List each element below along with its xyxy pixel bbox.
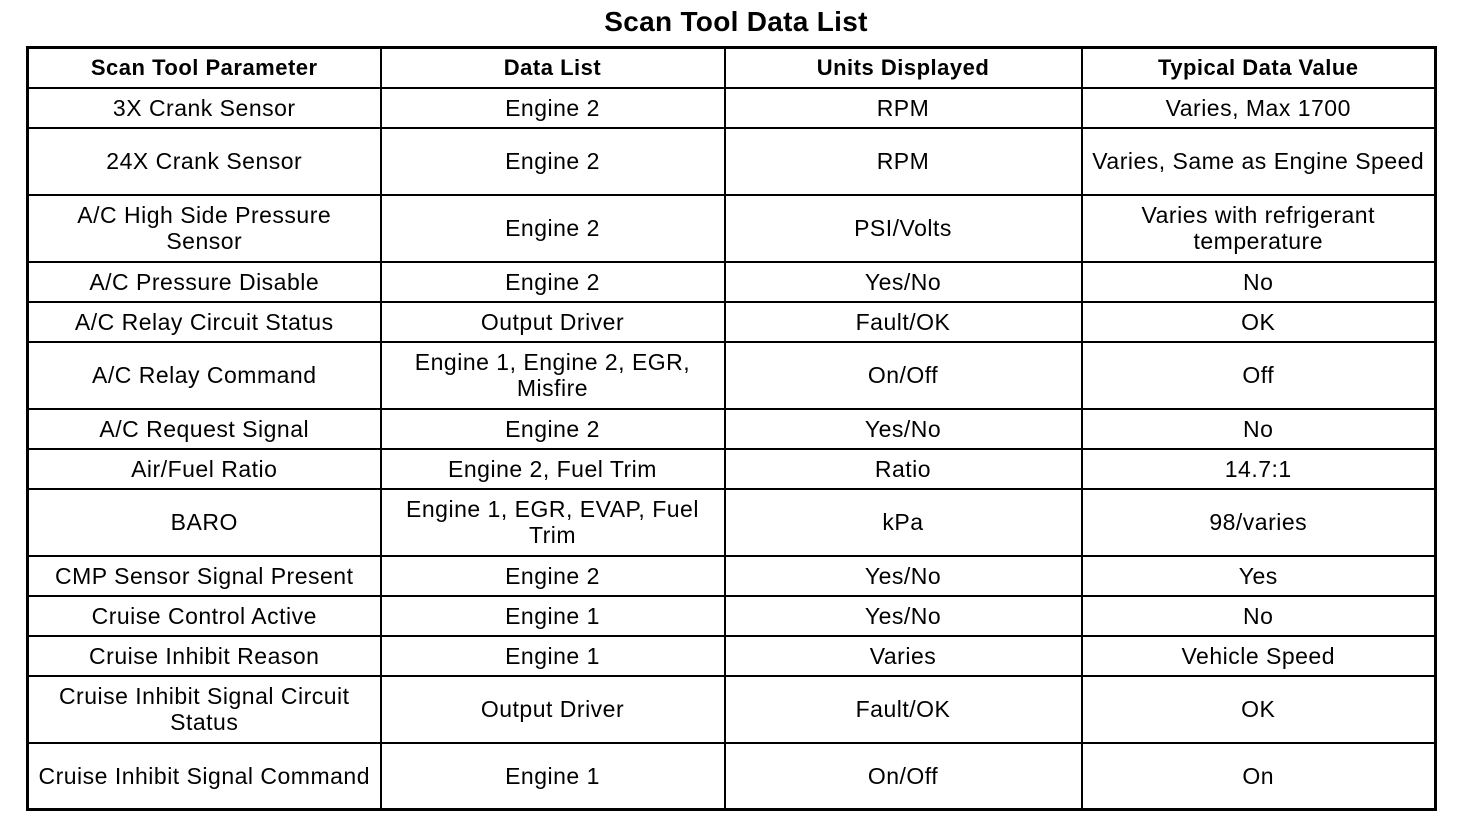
table-row	[28, 302, 1436, 342]
cell-typical-value: No	[1082, 262, 1436, 302]
cell-parameter: A/C Request Signal	[28, 409, 381, 449]
table-row	[28, 409, 1436, 449]
cell-units: On/Off	[725, 743, 1082, 810]
cell-units: Yes/No	[725, 556, 1082, 596]
cell-parameter: A/C Relay Circuit Status	[28, 302, 381, 342]
column-header-data-list: Data List	[381, 48, 725, 88]
cell-units: RPM	[725, 128, 1082, 195]
cell-parameter: A/C Pressure Disable	[28, 262, 381, 302]
cell-units: Yes/No	[725, 262, 1082, 302]
cell-typical-value: OK	[1082, 676, 1436, 743]
cell-units: RPM	[725, 88, 1082, 128]
table-row	[28, 342, 1436, 409]
table-row	[28, 489, 1436, 556]
cell-data-list: Engine 2	[381, 556, 725, 596]
cell-parameter: 24X Crank Sensor	[28, 128, 381, 195]
table-row	[28, 128, 1436, 195]
cell-typical-value: Varies with refrigerant temperature	[1082, 195, 1436, 262]
table-row	[28, 195, 1436, 262]
cell-units: kPa	[725, 489, 1082, 556]
cell-data-list: Engine 2	[381, 128, 725, 195]
cell-parameter: A/C High Side Pressure Sensor	[28, 195, 381, 262]
cell-units: On/Off	[725, 342, 1082, 409]
cell-units: PSI/Volts	[725, 195, 1082, 262]
cell-typical-value: 98/varies	[1082, 489, 1436, 556]
cell-units: Fault/OK	[725, 676, 1082, 743]
cell-units: Yes/No	[725, 409, 1082, 449]
cell-data-list: Engine 1	[381, 636, 725, 676]
table-row	[28, 262, 1436, 302]
cell-typical-value: 14.7:1	[1082, 449, 1436, 489]
table-row	[28, 596, 1436, 636]
cell-typical-value: Yes	[1082, 556, 1436, 596]
cell-data-list: Output Driver	[381, 676, 725, 743]
column-header-typical-value: Typical Data Value	[1082, 48, 1436, 88]
cell-data-list: Engine 2	[381, 409, 725, 449]
cell-typical-value: Varies, Same as Engine Speed	[1082, 128, 1436, 195]
table-row	[28, 743, 1436, 810]
cell-data-list: Engine 1, Engine 2, EGR, Misfire	[381, 342, 725, 409]
cell-typical-value: OK	[1082, 302, 1436, 342]
cell-parameter: Cruise Control Active	[28, 596, 381, 636]
cell-parameter: A/C Relay Command	[28, 342, 381, 409]
table-row	[28, 676, 1436, 743]
cell-parameter: Cruise Inhibit Reason	[28, 636, 381, 676]
cell-data-list: Output Driver	[381, 302, 725, 342]
cell-parameter: 3X Crank Sensor	[28, 88, 381, 128]
cell-units: Ratio	[725, 449, 1082, 489]
cell-typical-value: Vehicle Speed	[1082, 636, 1436, 676]
cell-data-list: Engine 1	[381, 596, 725, 636]
cell-typical-value: No	[1082, 409, 1436, 449]
cell-units: Fault/OK	[725, 302, 1082, 342]
table-row	[28, 449, 1436, 489]
cell-units: Yes/No	[725, 596, 1082, 636]
page-title: Scan Tool Data List	[604, 6, 868, 37]
column-header-units: Units Displayed	[725, 48, 1082, 88]
cell-units: Varies	[725, 636, 1082, 676]
cell-data-list: Engine 2	[381, 262, 725, 302]
cell-typical-value: No	[1082, 596, 1436, 636]
scan-tool-data-table	[26, 46, 1437, 811]
table-row	[28, 88, 1436, 128]
cell-data-list: Engine 1, EGR, EVAP, Fuel Trim	[381, 489, 725, 556]
cell-parameter: Cruise Inhibit Signal Command	[28, 743, 381, 810]
cell-data-list: Engine 1	[381, 743, 725, 810]
cell-typical-value: Off	[1082, 342, 1436, 409]
column-header-parameter: Scan Tool Parameter	[28, 48, 381, 88]
cell-data-list: Engine 2	[381, 88, 725, 128]
cell-data-list: Engine 2, Fuel Trim	[381, 449, 725, 489]
table-row	[28, 556, 1436, 596]
cell-parameter: CMP Sensor Signal Present	[28, 556, 381, 596]
table-header-row	[28, 48, 1436, 88]
cell-data-list: Engine 2	[381, 195, 725, 262]
cell-typical-value: Varies, Max 1700	[1082, 88, 1436, 128]
cell-parameter: BARO	[28, 489, 381, 556]
table-row	[28, 636, 1436, 676]
cell-typical-value: On	[1082, 743, 1436, 810]
cell-parameter: Cruise Inhibit Signal Circuit Status	[28, 676, 381, 743]
cell-parameter: Air/Fuel Ratio	[28, 449, 381, 489]
